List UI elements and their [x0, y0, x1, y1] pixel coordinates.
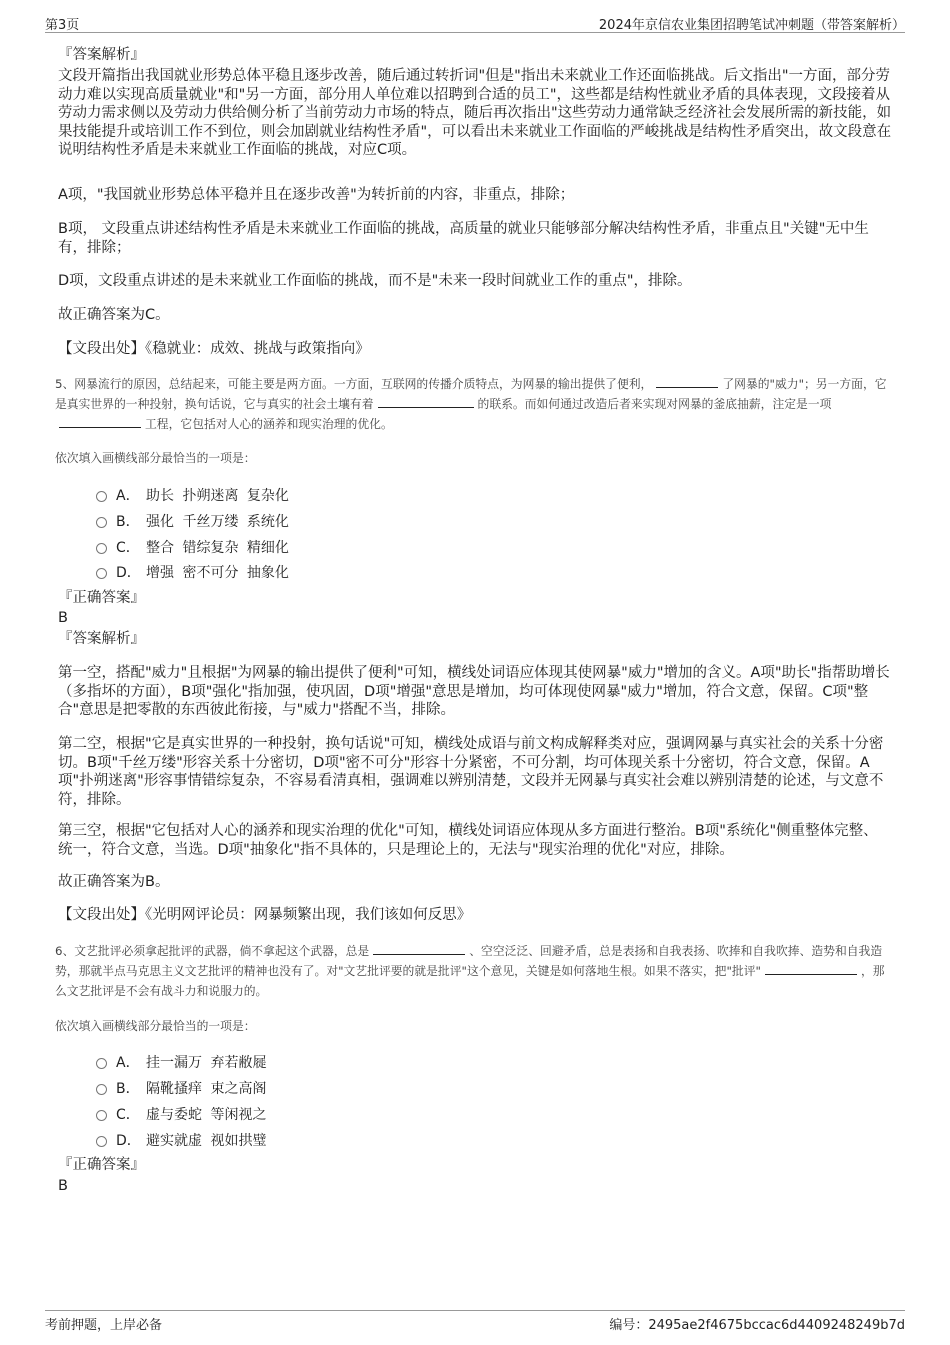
question-prompt: 依次填入画横线部分最恰当的一项是： [55, 1019, 256, 1033]
option-key: C． [116, 540, 140, 556]
correct-answer-label: 『正确答案』 [58, 590, 145, 606]
option-text: 虚与委蛇 等闲视之 [146, 1107, 267, 1123]
option-text: 避实就虚 视如拱璧 [146, 1133, 267, 1149]
document-code [609, 1314, 905, 1333]
option-d[interactable] [96, 1130, 266, 1150]
option-b[interactable] [96, 511, 289, 531]
radio-icon[interactable] [96, 1058, 107, 1069]
analysis-paragraph: 第一空，搭配"威力"且根据"为网暴的输出提供了便利"可知，横线处词语应体现其使网暴"威力"增加的含义。A项"助长"指帮助增长（多指坏的方面），B项"强化"指加强，使巩固，D项"增强"意思是增加，均可体现使网暴"威力"增加，符合文意，保留。C项"整合"意思是把零散的东西彼此衔接，与"威力"搭配不当，排除。 [58, 665, 890, 718]
footer-slogan: 考前押题，上岸必备 [45, 1318, 163, 1333]
radio-icon[interactable] [96, 1084, 107, 1095]
analysis-paragraph: D项，文段重点讲述的是未来就业工作面临的挑战，而不是"未来一段时间就业工作的重点"，排除。 [58, 273, 692, 289]
code-value: 2495ae2f4675bccac6d4409248249b7d [648, 1318, 905, 1333]
radio-icon[interactable] [96, 1110, 107, 1121]
stem-text: 6、文艺批评必须拿起批评的武器，倘不拿起这个武器，总是 [55, 944, 370, 958]
stem-text: ，那么文艺批评是不会有战斗力和说服力的。 [55, 964, 885, 998]
question-6-stem [55, 941, 891, 1001]
source-citation: 【文段出处】《光明网评论员：网暴频繁出现，我们该如何反思》 [58, 907, 472, 923]
blank [373, 942, 465, 955]
option-key: D． [116, 1133, 141, 1149]
option-a[interactable] [96, 1052, 266, 1072]
analysis-label: 『答案解析』 [58, 47, 145, 63]
source-citation: 【文段出处】《稳就业：成效、挑战与政策指向》 [58, 341, 370, 357]
document-title: 2024年京信农业集团招聘笔试冲刺题（带答案解析） [598, 18, 905, 33]
blank [59, 415, 141, 428]
analysis-label: 『答案解析』 [58, 631, 145, 647]
stem-text: 的联系。而如何通过改造后者来实现对网暴的釜底抽薪，注定是一项 [477, 397, 832, 411]
correct-answer: B [58, 610, 68, 626]
page-number: 第3页 [45, 18, 80, 33]
radio-icon[interactable] [96, 568, 107, 579]
stem-text: 、空空泛泛、回避矛盾，总是表扬和自我表扬、吹捧和自我吹捧、造势和自我造势，那就半点马克思主义文艺批评的精神也没有了。对"文艺批评要的就是批评"这个意见，关键是如何落地生根。如果不落实，把"批评" [55, 944, 883, 978]
radio-icon[interactable] [96, 1136, 107, 1147]
option-text: 增强 密不可分 抽象化 [146, 565, 289, 581]
page-footer [45, 1310, 905, 1337]
option-a[interactable] [96, 485, 289, 505]
option-key: B． [116, 514, 140, 530]
analysis-paragraph: B项， 文段重点讲述结构性矛盾是未来就业工作面临的挑战，高质量的就业只能够部分解决结构性矛盾，非重点且"关键"无中生有，排除； [58, 221, 869, 256]
page-header [45, 12, 905, 33]
stem-text: 了网暴的"威力"；另一方面，它是真实世界的一种投射，换句话说，它与真实的社会土壤有着 [55, 377, 887, 411]
option-text: 隔靴搔痒 束之高阁 [146, 1081, 267, 1097]
analysis-paragraph: 第二空，根据"它是真实世界的一种投射，换句话说"可知，横线处成语与前文构成解释类对应，强调网暴与真实社会的关系十分密切。B项"千丝万缕"形容关系十分密切，D项"密不可分"形容十分紧密，不可分割，均可体现关系十分密切，符合文意，保留。A项"扑朔迷离"形容事情错综复杂，不容易看清真相，强调难以辨别清楚，文段并无网暴与真实社会难以辨别清楚的论述，与文意不符，排除。 [58, 736, 884, 808]
option-text: 整合 错综复杂 精细化 [146, 540, 289, 556]
blank [656, 375, 718, 388]
option-d[interactable] [96, 562, 289, 582]
option-text: 助长 扑朔迷离 复杂化 [146, 488, 289, 504]
option-key: C． [116, 1107, 140, 1123]
option-c[interactable] [96, 1104, 266, 1124]
option-key: B． [116, 1081, 140, 1097]
correct-answer-label: 『正确答案』 [58, 1157, 145, 1173]
analysis-paragraph: A项，"我国就业形势总体平稳并且在逐步改善"为转折前的内容，非重点，排除； [58, 187, 575, 203]
option-text: 强化 千丝万缕 系统化 [146, 514, 289, 530]
analysis-paragraph: 第三空，根据"它包括对人心的涵养和现实治理的优化"可知，横线处词语应体现从多方面进行整治。B项"系统化"侧重整体完整、统一，符合文意，当选。D项"抽象化"指不具体的，只是理论上的，无法与"现实治理的优化"对应，排除。 [58, 823, 878, 858]
option-key: A． [116, 1055, 140, 1071]
option-b[interactable] [96, 1078, 266, 1098]
stem-text: 工程，它包括对人心的涵养和现实治理的优化。 [145, 417, 393, 431]
option-key: D． [116, 565, 141, 581]
radio-icon[interactable] [96, 517, 107, 528]
blank [378, 395, 474, 408]
radio-icon[interactable] [96, 543, 107, 554]
code-label: 编号： [609, 1318, 649, 1333]
blank [765, 962, 857, 975]
stem-text: 5、网暴流行的原因，总结起来，可能主要是两方面。一方面，互联网的传播介质特点，为网暴的输出提供了便利， [55, 377, 653, 391]
answer-summary: 故正确答案为C。 [58, 307, 170, 323]
correct-answer: B [58, 1178, 68, 1194]
answer-summary: 故正确答案为B。 [58, 874, 170, 890]
question-5-stem [55, 374, 891, 434]
option-c[interactable] [96, 537, 289, 557]
option-key: A． [116, 488, 140, 504]
question-prompt: 依次填入画横线部分最恰当的一项是： [55, 451, 256, 465]
analysis-paragraph: 文段开篇指出我国就业形势总体平稳且逐步改善，随后通过转折词"但是"指出未来就业工作还面临挑战。后文指出"一方面，部分劳动力难以实现高质量就业"和"另一方面，部分用人单位难以招聘到合适的员工"，这些都是结构性就业矛盾的具体表现，文段接着从劳动力需求侧以及劳动力供给侧分析了当前劳动力市场的特点，随后再次指出"这些劳动力通常缺乏经济社会发展所需的新技能，如果技能提升或培训工作不到位，则会加剧就业结构性矛盾"，可以看出未来就业工作面临的严峻挑战是结构性矛盾突出，故文段意在说明结构性矛盾是未来就业工作面临的挑战，对应C项。 [58, 68, 892, 158]
radio-icon[interactable] [96, 491, 107, 502]
option-text: 挂一漏万 弃若敝屣 [146, 1055, 267, 1071]
